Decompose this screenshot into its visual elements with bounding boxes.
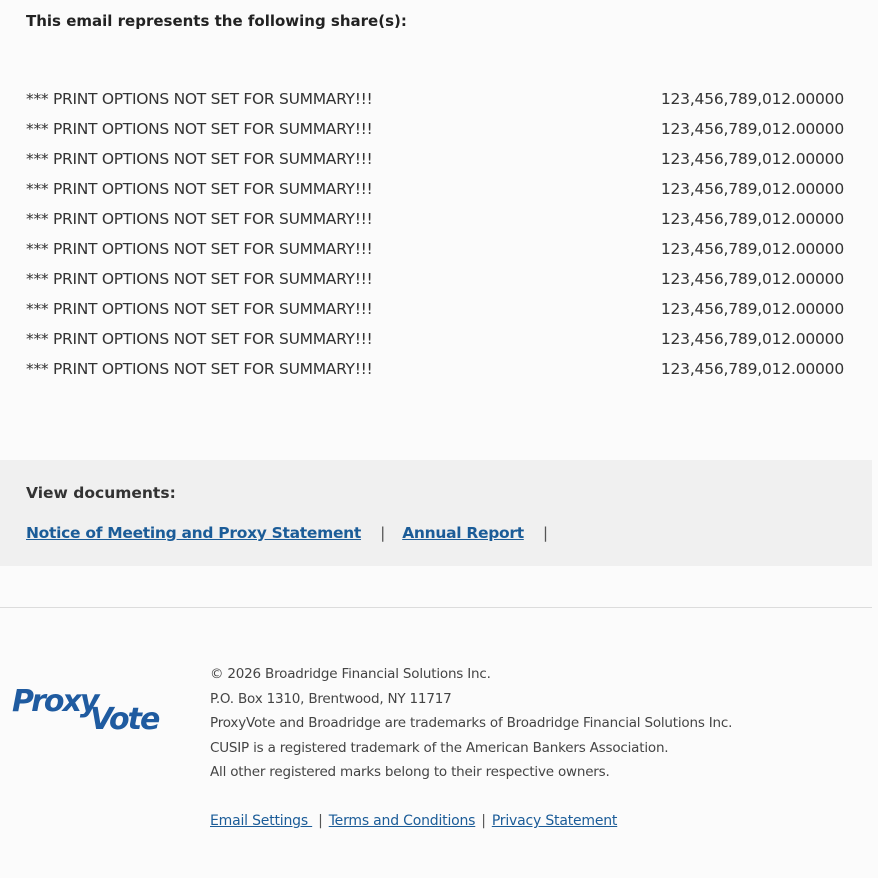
- share-amount: 123,456,789,012.00000: [660, 150, 844, 168]
- cusip-line: CUSIP is a registered trademark of the American Bankers Association.: [210, 739, 669, 756]
- terms-and-conditions-link[interactable]: Terms and Conditions: [328, 813, 476, 829]
- share-label: *** PRINT OPTIONS NOT SET FOR SUMMARY!!!: [26, 360, 373, 378]
- share-amount: 123,456,789,012.00000: [660, 210, 844, 228]
- footer-legal-text: [210, 662, 732, 785]
- share-amount: 123,456,789,012.00000: [660, 90, 844, 108]
- share-row: [26, 294, 844, 324]
- share-row: [26, 174, 844, 204]
- share-amount: 123,456,789,012.00000: [660, 360, 844, 378]
- share-amount: 123,456,789,012.00000: [660, 120, 844, 138]
- documents-title: View documents:: [26, 484, 176, 502]
- share-label: *** PRINT OPTIONS NOT SET FOR SUMMARY!!!: [26, 180, 373, 198]
- share-label: *** PRINT OPTIONS NOT SET FOR SUMMARY!!!: [26, 300, 373, 318]
- share-row: [26, 114, 844, 144]
- logo-word-vote: Vote: [90, 702, 159, 737]
- shares-heading: This email represents the following share(s):: [26, 12, 407, 30]
- share-label: *** PRINT OPTIONS NOT SET FOR SUMMARY!!!: [26, 90, 373, 108]
- privacy-statement-link[interactable]: Privacy Statement: [491, 813, 618, 829]
- footer-links: [210, 813, 617, 829]
- notice-of-meeting-link[interactable]: Notice of Meeting and Proxy Statement: [26, 524, 362, 542]
- shares-list: [26, 84, 844, 384]
- share-row: [26, 324, 844, 354]
- share-amount: 123,456,789,012.00000: [660, 240, 844, 258]
- share-label: *** PRINT OPTIONS NOT SET FOR SUMMARY!!!: [26, 270, 373, 288]
- proxyvote-logo: [12, 684, 182, 744]
- address-line: P.O. Box 1310, Brentwood, NY 11717: [210, 690, 452, 707]
- footer-divider: [0, 607, 872, 608]
- other-marks-line: All other registered marks belong to their respective owners.: [210, 764, 610, 780]
- documents-links: [26, 524, 560, 542]
- annual-report-link[interactable]: Annual Report: [402, 524, 524, 542]
- link-separator: |: [380, 524, 386, 542]
- share-row: [26, 234, 844, 264]
- share-amount: 123,456,789,012.00000: [660, 300, 844, 318]
- email-settings-link[interactable]: Email Settings: [210, 813, 313, 829]
- share-amount: 123,456,789,012.00000: [660, 330, 844, 348]
- share-amount: 123,456,789,012.00000: [660, 270, 844, 288]
- trademark-line: ProxyVote and Broadridge are trademarks of Broadridge Financial Solutions Inc.: [210, 715, 733, 731]
- logo-word-proxy: Proxy: [12, 684, 98, 719]
- share-label: *** PRINT OPTIONS NOT SET FOR SUMMARY!!!: [26, 150, 373, 168]
- share-row: [26, 204, 844, 234]
- share-label: *** PRINT OPTIONS NOT SET FOR SUMMARY!!!: [26, 330, 373, 348]
- share-row: [26, 264, 844, 294]
- share-row: [26, 84, 844, 114]
- share-label: *** PRINT OPTIONS NOT SET FOR SUMMARY!!!: [26, 120, 373, 138]
- copyright-line: © 2026 Broadridge Financial Solutions Inc.: [210, 666, 491, 682]
- footer-link-separator: |: [481, 813, 486, 829]
- link-separator: |: [542, 524, 548, 542]
- share-amount: 123,456,789,012.00000: [660, 180, 844, 198]
- share-label: *** PRINT OPTIONS NOT SET FOR SUMMARY!!!: [26, 240, 373, 258]
- share-row: [26, 354, 844, 384]
- documents-panel: [0, 460, 872, 566]
- share-row: [26, 144, 844, 174]
- footer-link-separator: |: [318, 813, 323, 829]
- share-label: *** PRINT OPTIONS NOT SET FOR SUMMARY!!!: [26, 210, 373, 228]
